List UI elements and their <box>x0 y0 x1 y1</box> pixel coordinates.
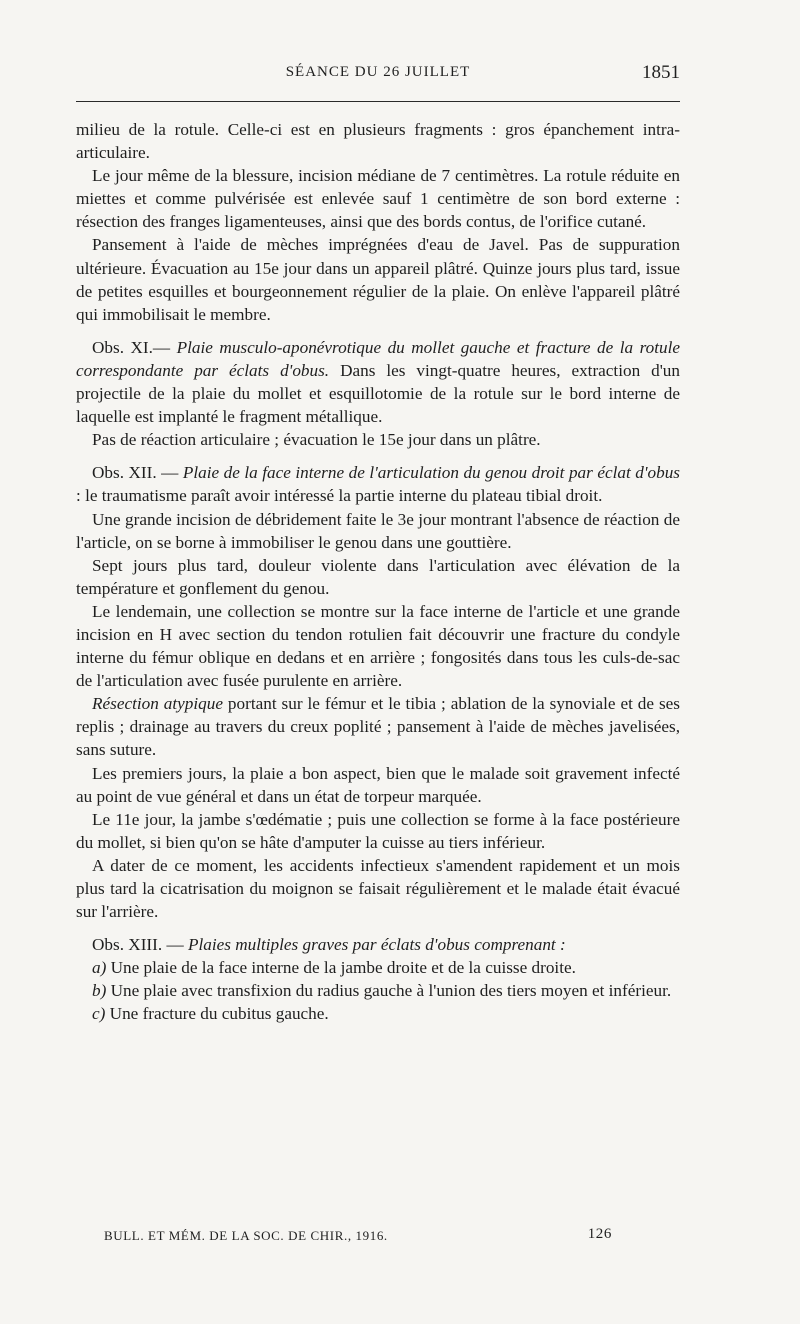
list-text: Une fracture du cubitus gauche. <box>105 1004 329 1024</box>
paragraph: Pas de réaction articulaire ; évacuation le 15e jour dans un plâtre. <box>92 430 541 450</box>
obs-title: Plaie musculo-aponévrotique du mollet gauche et fracture de la rotule correspondante par éclats d'obus. <box>76 337 681 380</box>
paragraph: A dater de ce moment, les accidents infectieux s'amendent rapidement et un mois plus tard la cicatrisation du moignon se faisait régulièrement et le malade était évacué sur l'arrière. <box>76 855 680 922</box>
obs-label: Obs. XII. — <box>92 463 179 483</box>
obs-title: Plaies multiples graves par éclats d'obus comprenant : <box>187 935 566 955</box>
page-footer <box>104 1228 612 1248</box>
obs-label: Obs. XIII. — <box>92 935 184 955</box>
list-item <box>76 1002 680 1025</box>
paragraph <box>76 692 680 761</box>
running-header <box>76 62 680 92</box>
paragraph-text: portant sur le fémur et le tibia ; ablation de la synoviale et de ses replis ; drainage au travers du creux poplité ; pansement à l'aide de mèches javelisées, sans suture. <box>76 694 680 760</box>
paragraph: Le 11e jour, la jambe s'œdématie ; puis une collection se forme à la face postérieure du mollet, si bien qu'on se hâte d'amputer la cuisse au tiers inférieur. <box>76 809 680 852</box>
obs-title: Plaie de la face interne de l'articulation du genou droit par éclat d'obus <box>182 463 680 483</box>
paragraph: milieu de la rotule. Celle-ci est en plusieurs fragments : gros épanchement intra-articulaire. <box>76 120 680 163</box>
list-marker: b) <box>92 981 107 1001</box>
italic-term: Résection atypique <box>92 694 223 714</box>
observation-xi <box>76 336 680 428</box>
list-marker: c) <box>92 1004 106 1024</box>
header-rule <box>76 101 680 102</box>
paragraph: Le jour même de la blessure, incision médiane de 7 centimètres. La rotule réduite en miettes et comme pulvérisée est enlevée sauf 1 centimètre de son bord externe : résection des franges ligamenteuses, ainsi que des bords contus, de l'orifice cutané. <box>76 166 680 232</box>
obs-text: : le traumatisme paraît avoir intéressé la partie interne du plateau tibial droit. <box>76 486 603 506</box>
paragraph: Les premiers jours, la plaie a bon aspect, bien que le malade soit gravement infecté au point de vue général et dans un état de torpeur marquée. <box>76 763 680 806</box>
paragraph: Pansement à l'aide de mèches imprégnées d'eau de Javel. Pas de suppuration ultérieure. Évacuation au 15e jour dans un appareil plâtré. Quinze jours plus tard, issue de petites esquilles et bourgeonnement régulier de la plaie. On enlève l'appareil plâtré qui immobilisait le membre. <box>76 235 680 324</box>
paragraph: Une grande incision de débridement faite le 3e jour montrant l'absence de réaction de l'article, on se borne à immobiliser le genou dans une gouttière. <box>76 509 680 552</box>
list-item <box>76 956 680 979</box>
list-marker: a) <box>92 958 107 978</box>
page-number: 1851 <box>642 62 680 83</box>
obs-label: Obs. XI.— <box>92 337 171 357</box>
paragraph: Sept jours plus tard, douleur violente dans l'articulation avec élévation de la température et gonflement du genou. <box>76 555 680 598</box>
session-title: SÉANCE DU 26 JUILLET <box>285 64 471 80</box>
sheet-number: 126 <box>587 1226 612 1242</box>
observation-xiii <box>76 933 680 956</box>
list-text: Une plaie de la face interne de la jambe droite et de la cuisse droite. <box>106 958 576 978</box>
paragraph: Le lendemain, une collection se montre sur la face interne de l'article et une grande incision en H avec section du tendon rotulien fait découvrir une fracture du condyle interne du fémur oblique en dedans et en arrière ; fongosités dans tous les culs-de-sac de l'articulation avec fusée purulente en arrière. <box>76 601 680 691</box>
obs-text: Dans les vingt-quatre heures, extraction d'un projectile de la plaie du mollet et esquillotomie de la rotule sur le bord interne de laquelle est implanté le fragment métallique. <box>76 360 680 427</box>
journal-citation: BULL. ET MÉM. DE LA SOC. DE CHIR., 1916. <box>104 1228 388 1243</box>
page-body <box>76 118 680 1026</box>
list-text: Une plaie avec transfixion du radius gauche à l'union des tiers moyen et inférieur. <box>106 981 672 1001</box>
list-item <box>76 979 680 1002</box>
observation-xii <box>76 461 680 507</box>
